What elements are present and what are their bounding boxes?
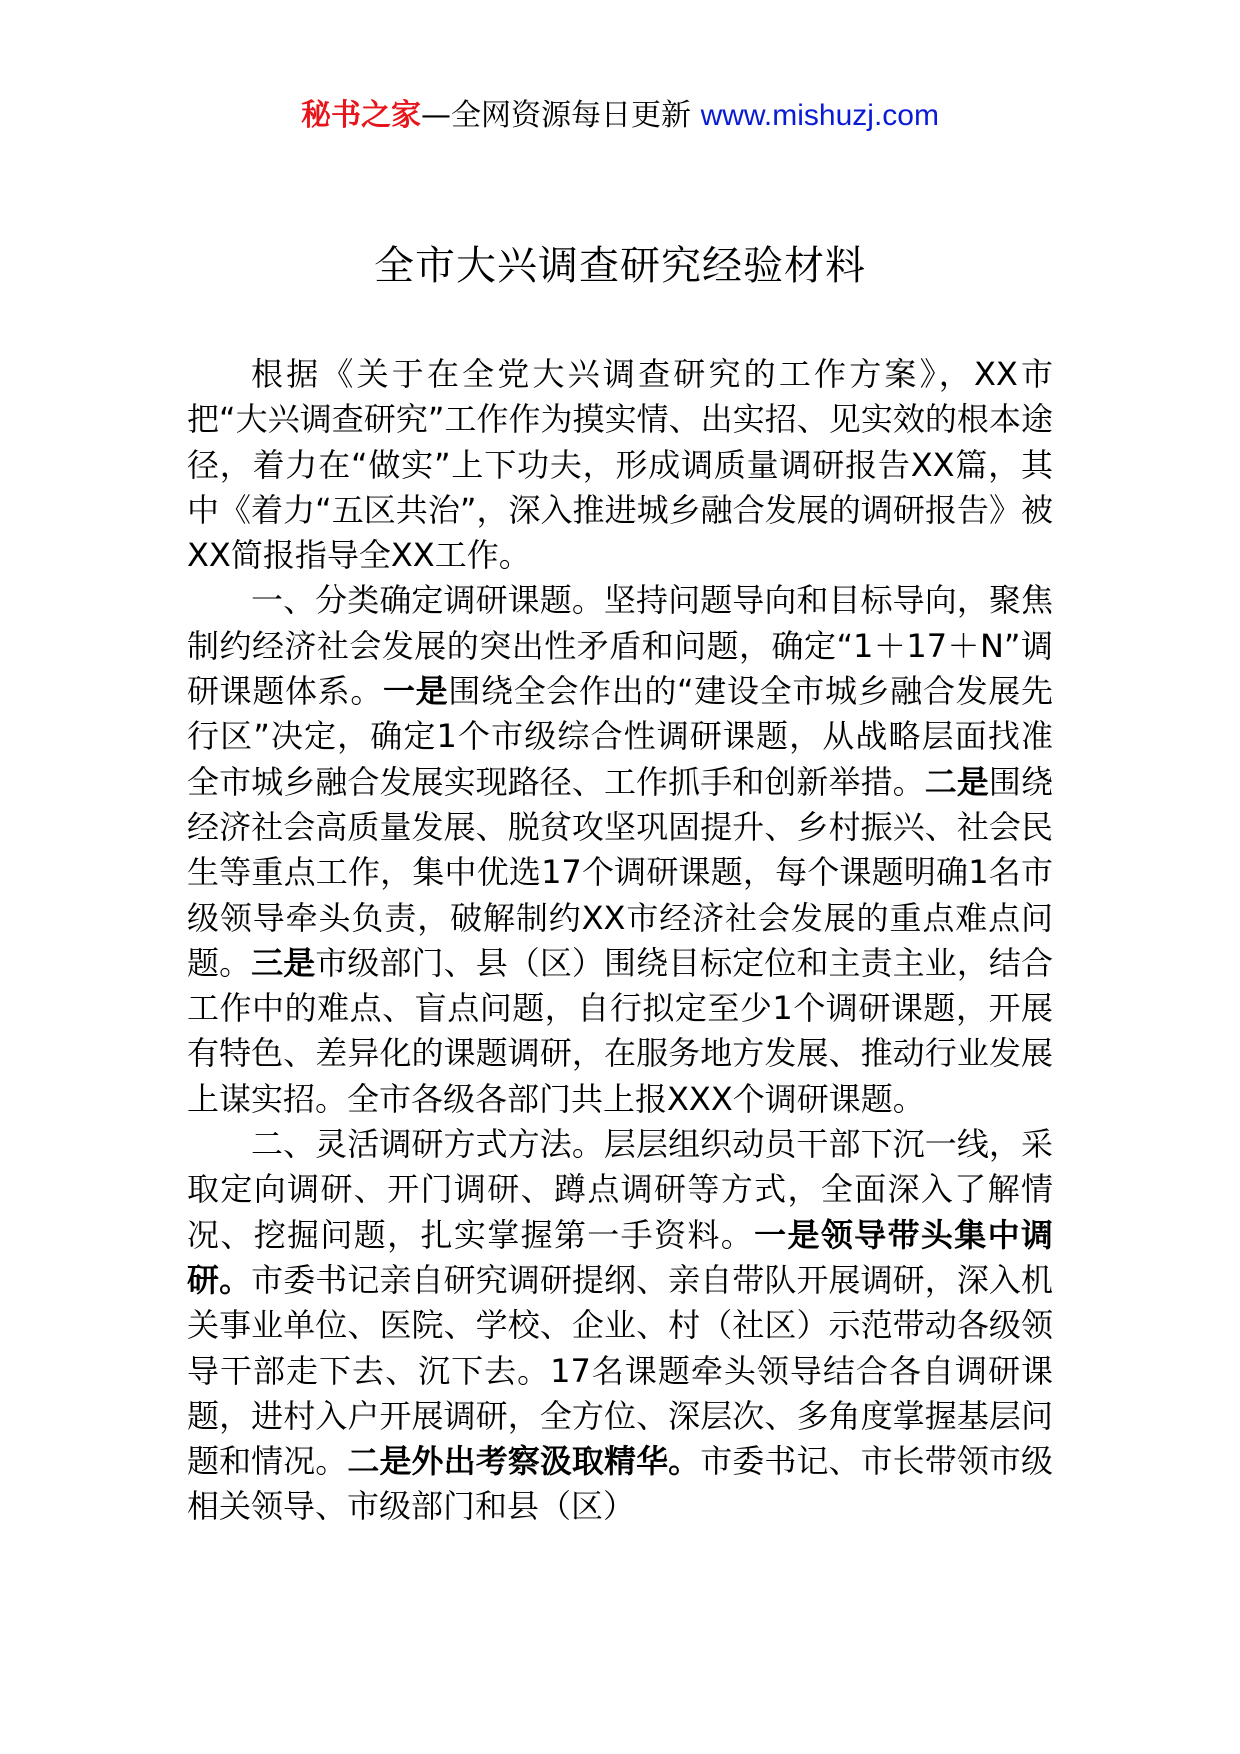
document-title: 全市大兴调查研究经验材料 <box>374 243 866 289</box>
bold-lead-text: 一是 <box>383 672 449 711</box>
paragraph-text: 根据《关于在全党大兴调查研究的工作方案》，XX市把“大兴调查研究”工作作为摸实情、出实招、见实效的根本途径，着力在“做实”上下功夫，形成调质量调研报告XX篇，其中《着力“五区共治”，深入推进城乡融合发展的调研报告》被XX简报指导全XX工作。 <box>187 355 1053 575</box>
paragraph-text: 市委书记、市长带领市级相关领导、市级部门和县（区） <box>187 1442 1053 1526</box>
paragraph-intro <box>187 352 1053 578</box>
paragraph-text: 围绕全会作出的“建设全市城乡融合发展先行区”决定，确定1个市级综合性调研课题，从战略层面找准全市城乡融合发展实现路径、工作抓手和创新举措。 <box>187 672 1053 801</box>
header-banner <box>0 96 1240 136</box>
bold-lead-text: 一是领导带头集中调研。 <box>187 1215 1053 1299</box>
header-tagline: —全网资源每日更新 <box>421 98 692 133</box>
paragraph-section-two <box>187 1122 1053 1530</box>
paragraph-section-one <box>187 578 1053 1122</box>
bold-lead-text: 二是 <box>924 762 989 801</box>
brand-name: 秘书之家 <box>301 98 422 133</box>
paragraph-text: 市委书记亲自研究调研提纲、亲自带队开展调研，深入机关事业单位、医院、学校、企业、村（社区）示范带动各级领导干部走下去、沉下去。17名课题牵头领导结合各自调研课题，进村入户开展调研，全方位、深层次、多角度掌握基层问题和情况。 <box>187 1260 1053 1481</box>
site-url-link[interactable]: www.mishuzj.com <box>700 99 939 132</box>
bold-lead-text: 二是外出考察汲取精华。 <box>347 1442 701 1481</box>
bold-lead-text: 三是 <box>251 943 316 982</box>
paragraph-text: 围绕经济社会高质量发展、脱贫攻坚巩固提升、乡村振兴、社会民生等重点工作，集中优选17个调研课题，每个课题明确1名市级领导牵头负责，破解制约XX市经济社会发展的重点难点问题。 <box>187 762 1053 982</box>
paragraph-text: 一、分类确定调研课题。坚持问题导向和目标导向，聚焦制约经济社会发展的突出性矛盾和问题，确定“1＋17＋N”调研课题体系。 <box>187 581 1053 711</box>
paragraph-text: 市级部门、县（区）围绕目标定位和主责主业，结合工作中的难点、盲点问题，自行拟定至少1个调研课题，开展有特色、差异化的课题调研，在服务地方发展、推动行业发展上谋实招。全市各级各部门共上报XXX个调研课题。 <box>187 943 1053 1118</box>
paragraph-text: 二、灵活调研方式方法。层层组织动员干部下沉一线，采取定向调研、开门调研、蹲点调研等方式，全面深入了解情况、挖掘问题，扎实掌握第一手资料。 <box>187 1125 1053 1254</box>
document-body <box>187 352 1053 1530</box>
